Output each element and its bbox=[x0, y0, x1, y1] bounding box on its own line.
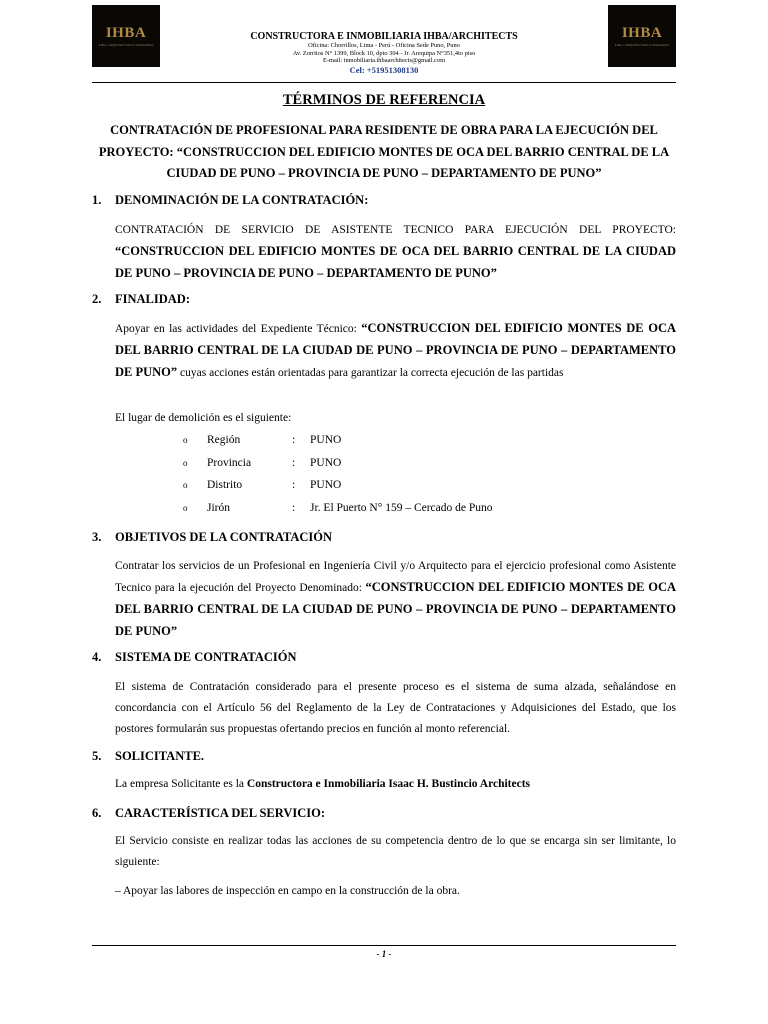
logo-tagline: IHBA + ARQUITECTURA & INGENIERIA bbox=[98, 43, 154, 47]
paragraph-text: La empresa Solicitante es la bbox=[115, 778, 245, 790]
section-title: SOLICITANTE. bbox=[115, 749, 205, 763]
section-number: 5. bbox=[92, 749, 102, 763]
paragraph-text: cuyas acciones están orientadas para garantizar la correcta ejecución de las partidas bbox=[180, 367, 564, 379]
document-subtitle: CONTRATACIÓN DE PROFESIONAL PARA RESIDENTE DE OBRA PARA LA EJECUCIÓN DEL PROYECTO: “CONSTRUCCION DEL EDIFICIO MONTES DE OCA DEL BARRIO CENTRAL DE LA CIUDAD DE PUNO – PROVINCIA DE PUNO – DEPARTAMENTO DE PUNO” bbox=[98, 123, 670, 180]
section-title: FINALIDAD: bbox=[115, 292, 190, 306]
section-number: 3. bbox=[92, 530, 102, 544]
location-label: Región bbox=[207, 434, 241, 446]
section-number: 1. bbox=[92, 193, 102, 207]
section-number: 6. bbox=[92, 806, 102, 820]
section-2-text bbox=[115, 318, 676, 384]
section-heading-6 bbox=[92, 806, 325, 821]
bullet-icon: o bbox=[183, 503, 188, 513]
section-6-text: El Servicio consiste en realizar todas las acciones de su competencia dentro de lo que se encarga sin ser limitante, lo siguiente: bbox=[115, 835, 676, 868]
section-title: OBJETIVOS DE LA CONTRATACIÓN bbox=[115, 530, 333, 544]
location-value: PUNO bbox=[310, 479, 342, 491]
location-label: Provincia bbox=[207, 457, 252, 469]
project-name-bold: “CONSTRUCCION DEL EDIFICIO MONTES DE OCA DEL BARRIO CENTRAL DE LA CIUDAD DE PUNO – PROVINCIA DE PUNO – DEPARTAMENTO DE PUNO” bbox=[115, 321, 677, 379]
company-name: CONSTRUCTORA E INMOBILIARIA IHBA/ARCHITECTS bbox=[250, 31, 518, 42]
bullet-icon: o bbox=[183, 458, 188, 468]
section-title: CARACTERÍSTICA DEL SERVICIO: bbox=[115, 806, 326, 820]
project-name-bold: “CONSTRUCCION DEL EDIFICIO MONTES DE OCA DEL BARRIO CENTRAL DE LA CIUDAD DE PUNO – PROVINCIA DE PUNO – DEPARTAMENTO DE PUNO” bbox=[115, 244, 676, 280]
section-heading-4 bbox=[92, 650, 297, 665]
location-label: Jirón bbox=[207, 502, 230, 514]
section-4-text: El sistema de Contratación considerado para el presente proceso es el sistema de suma alzada, señalándose en concordancia con el Artículo 56 del Reglamento de la Ley de Contrataciones y Adquisiciones del Estado, que los postores formularán sus propuestas ofertando precios en función al monto referencial. bbox=[115, 681, 676, 735]
section-heading-3 bbox=[92, 530, 332, 545]
bullet-icon: o bbox=[183, 435, 188, 445]
project-name-bold: “CONSTRUCCION DEL EDIFICIO MONTES DE OCA DEL BARRIO CENTRAL DE LA CIUDAD DE PUNO – PROVINCIA DE PUNO – DEPARTAMENTO DE PUNO” bbox=[115, 580, 676, 638]
location-colon: : bbox=[292, 502, 296, 514]
location-label: Distrito bbox=[207, 479, 243, 491]
section-1-text bbox=[115, 220, 676, 285]
location-value: PUNO bbox=[310, 457, 342, 469]
bullet-icon: o bbox=[183, 480, 188, 490]
location-colon: : bbox=[292, 434, 296, 446]
location-value: PUNO bbox=[310, 434, 342, 446]
page-number: - 1 - bbox=[376, 949, 392, 959]
letterhead bbox=[170, 31, 598, 75]
office-line: Oficina: Chorrillos, Lima - Perú - Oficina Sede Puno, Puno bbox=[308, 42, 460, 49]
phone-line: Cel: +51951308130 bbox=[349, 64, 419, 75]
company-name-bold: Constructora e Inmobiliaria Isaac H. Bustincio Architects bbox=[246, 778, 531, 790]
section-number: 4. bbox=[92, 650, 102, 664]
company-logo-right bbox=[608, 5, 676, 67]
section-number: 2. bbox=[92, 292, 102, 306]
address-line: Av. Zorritos N° 1399, Block 10, dpto 304 - Jr. Arequipa N°351,4to piso bbox=[292, 49, 476, 57]
section-title: SISTEMA DE CONTRATACIÓN bbox=[115, 650, 297, 664]
section-heading-1 bbox=[92, 193, 368, 208]
email-line: E-mail: inmobiliaria.ihbaarchitects@gmail.com bbox=[322, 57, 446, 64]
section-heading-5 bbox=[92, 749, 204, 764]
logo-text: IHBA bbox=[621, 25, 663, 41]
paragraph-text: Apoyar en las actividades del Expediente Técnico: bbox=[115, 323, 357, 335]
document-title: TÉRMINOS DE REFERENCIA bbox=[282, 92, 486, 108]
logo-tagline: IHBA + ARQUITECTURA & INGENIERIA bbox=[614, 43, 670, 47]
location-colon: : bbox=[292, 479, 296, 491]
header-divider bbox=[92, 82, 676, 83]
logo-text: IHBA bbox=[105, 25, 147, 41]
paragraph-text: CONTRATACIÓN DE SERVICIO DE ASISTENTE TECNICO PARA EJECUCIÓN DEL PROYECTO: bbox=[115, 224, 676, 236]
footer-divider bbox=[92, 945, 676, 946]
paragraph-text: Contratar los servicios de un Profesional en Ingeniería Civil y/o Arquitecto para el ejercicio profesional como Asistente Tecnico para la ejecución del Proyecto Denominado: bbox=[115, 560, 676, 594]
section-title: DENOMINACIÓN DE LA CONTRATACIÓN: bbox=[115, 193, 369, 207]
company-logo-left bbox=[92, 5, 160, 67]
location-intro: El lugar de demolición es el siguiente: bbox=[115, 412, 292, 424]
service-item: – Apoyar las labores de inspección en campo en la construcción de la obra. bbox=[115, 885, 460, 897]
section-5-text bbox=[115, 777, 676, 792]
location-value: Jr. El Puerto N° 159 – Cercado de Puno bbox=[310, 502, 493, 514]
location-colon: : bbox=[292, 457, 296, 469]
section-3-text bbox=[115, 556, 676, 643]
section-heading-2 bbox=[92, 292, 190, 307]
